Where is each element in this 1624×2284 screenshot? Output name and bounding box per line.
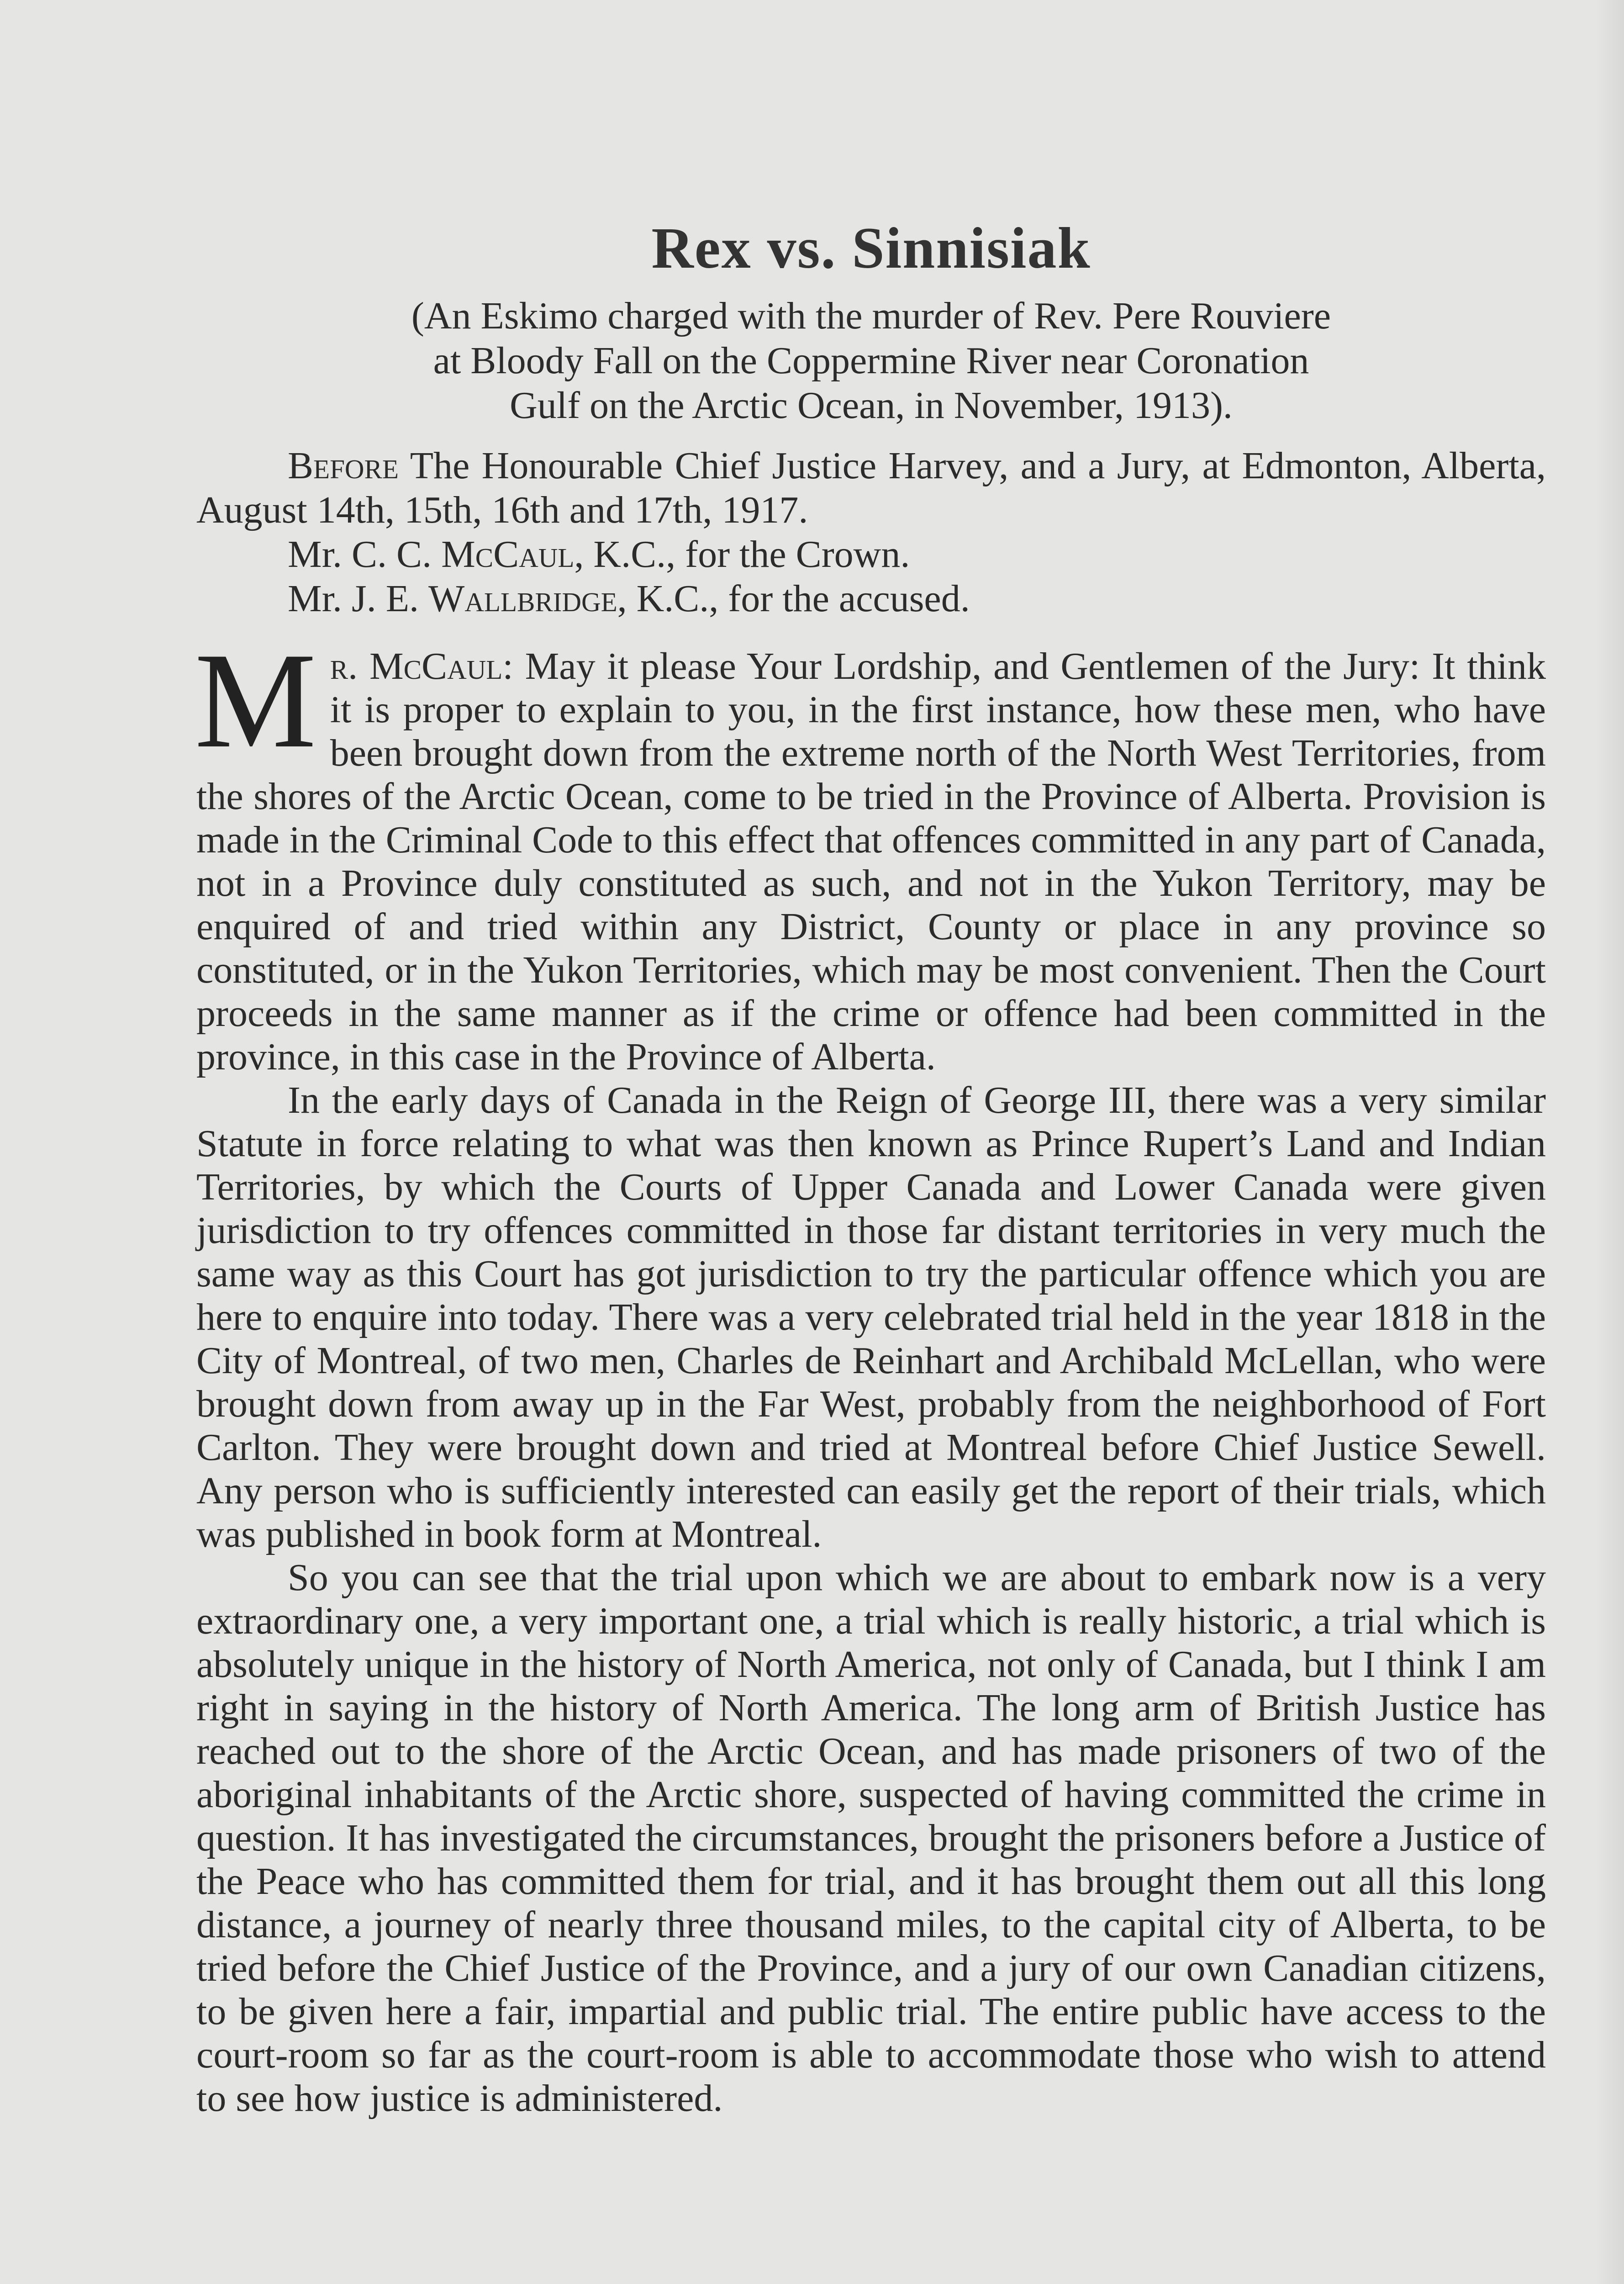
document-page xyxy=(196,215,1546,2120)
counsel-accused xyxy=(196,576,1546,621)
before-text: The Honourable Chief Justice Harvey, and a Jury, at Edmonton, Alberta, August 14th, 15th, 16th and 17th, 1917. xyxy=(196,444,1546,531)
paragraph-1 xyxy=(195,624,1546,1079)
page-title: Rex vs. Sinnisiak xyxy=(651,216,1091,280)
counsel-crown xyxy=(196,532,1546,576)
subtitle-line: at Bloody Fall on the Coppermine River near Coronation xyxy=(433,339,1309,382)
before-lead: Before xyxy=(288,444,399,487)
paragraph-text: May it please Your Lordship, and Gentlemen of the Jury: It think it is proper to explain to you, in the first instance, how these men, who have been brought down from the extreme north of the North West Territories, from the shores of the Arctic Ocean, come to be tried in the Province of Alberta. Provision is made in the Criminal Code to this effect that offences committed in any part of Canada, not in a Province duly constituted as such, and not in the Yukon Territory, may be enquired of and tried within any District, County or place in any province so constituted, or in the Yukon Territories, which may be most convenient. Then the Court proceeds in the same manner as if the crime or offence had been committed in the province, in this case in the Province of Alberta. xyxy=(196,645,1546,1078)
court-before-line xyxy=(196,444,1546,532)
counsel-name: McCaul xyxy=(441,533,575,576)
counsel-prefix: Mr. C. C. xyxy=(288,533,442,576)
counsel-role: , K.C., for the Crown. xyxy=(574,533,910,576)
page-edge-shadow xyxy=(1597,0,1624,2284)
counsel-role: , K.C., for the accused. xyxy=(617,577,970,620)
body-text xyxy=(195,624,1546,2120)
subtitle-line: Gulf on the Arctic Ocean, in November, 1913). xyxy=(510,384,1233,427)
speaker-name: r. McCaul: xyxy=(330,645,513,687)
drop-cap: M xyxy=(195,624,316,776)
paragraph-3: So you can see that the trial upon which we are about to embark now is a very extraordinary one, a very important one, a trial which is really historic, a trial which is absolutely unique in the history of North America, not only of Canada, but I think I am right in saying in the history of North America. The long arm of British Justice has reached out to the shore of the Arctic Ocean, and has made prisoners of two of the aboriginal inhabitants of the Arctic shore, suspected of having committed the crime in question. It has investigated the circumstances, brought the prisoners before a Justice of the Peace who has committed them for trial, and it has brought them out all this long distance, a journey of nearly three thousand miles, to the capital city of Alberta, to be tried before the Chief Justice of the Province, and a jury of our own Canadian citizens, to be given here a fair, impartial and public trial. The entire public have access to the court-room so far as the court-room is able to accommodate those who wish to attend to see how justice is administered. xyxy=(196,1556,1546,2120)
subtitle-line: (An Eskimo charged with the murder of Rev. Pere Rouviere xyxy=(411,295,1331,337)
counsel-name: Wallbridge xyxy=(428,577,617,620)
case-subtitle xyxy=(301,294,1442,428)
counsel-prefix: Mr. J. E. xyxy=(288,577,429,620)
paragraph-2: In the early days of Canada in the Reign of George III, there was a very similar Statute in force relating to what was then known as Prince Rupert’s Land and Indian Territories, by which the Courts of Upper Canada and Lower Canada were given jurisdiction to try offences committed in those far distant territories in very much the same way as this Court has got jurisdiction to try the particular offence which you are here to enquire into today. There was a very celebrated trial held in the year 1818 in the City of Montreal, of two men, Charles de Reinhart and Archibald McLellan, who were brought down from away up in the Far West, probably from the neighborhood of Fort Carlton. They were brought down and tried at Montreal before Chief Justice Sewell. Any person who is sufficiently interested can easily get the report of their trials, which was published in book form at Montreal. xyxy=(196,1079,1546,1555)
